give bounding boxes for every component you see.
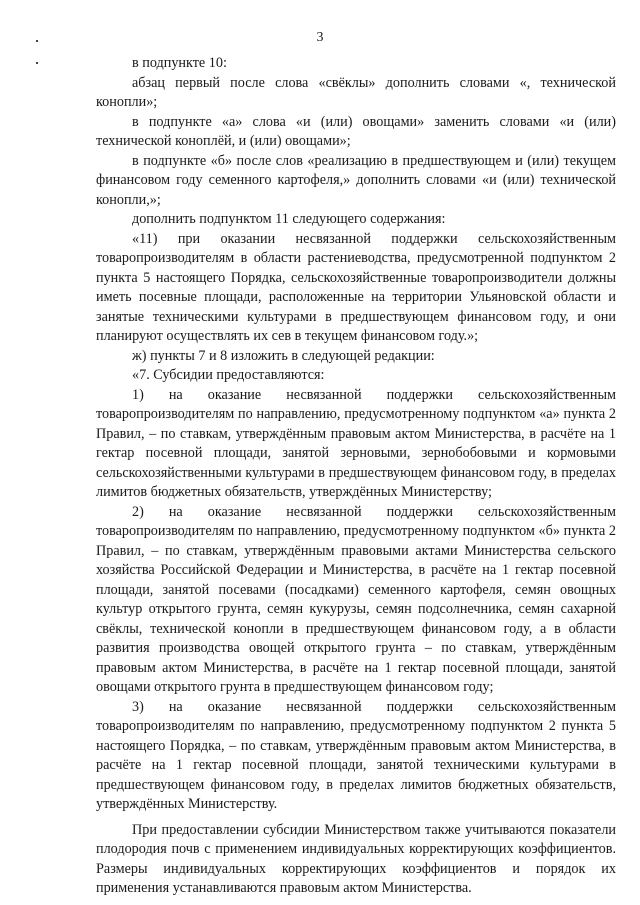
paragraph: в подпункте «б» после слов «реализацию в предшествующем и (или) текущем финансовом году семенного картофеля,» дополнить словами «и (или) технической конопли,»; bbox=[96, 152, 616, 208]
paragraph: «7. Субсидии предоставляются: bbox=[132, 367, 325, 383]
page-number: 3 bbox=[316, 30, 324, 45]
paragraph: в подпункте 10: bbox=[132, 55, 227, 71]
paragraph: абзац первый после слова «свёклы» дополнить словами «, технической конопли»; bbox=[96, 74, 616, 110]
paragraph: 3) на оказание несвязанной поддержки сельскохозяйственным товаропроизводителям по направлению, предусмотренному подпунктом 2 пункта 5 настоящего Порядка, – по ставкам, утверждённым правовым актом Министерства, в расчёте на 1 гектар посевной площади, занятой техническими культурами в предшествующем финансовом году, в пределах лимитов бюджетных обязательств, утверждённых Министерству. bbox=[96, 698, 616, 812]
paragraph: ж) пункты 7 и 8 изложить в следующей редакции: bbox=[132, 347, 435, 364]
scan-speck bbox=[36, 62, 38, 64]
paragraph: 1) на оказание несвязанной поддержки сельскохозяйственным товаропроизводителям по направлению, предусмотренному подпунктом «а» пункта 2 Правил, – по ставкам, утверждённым правовым актом Министерства, в расчёте на 1 гектар посевной площади, занятой зерновыми, зернобобовыми и кормовыми сельскохозяйственными культурами в предшествующем финансовом году, в пределах лимитов бюджетных обязательств, утверждённых Министерству; bbox=[96, 386, 616, 500]
paragraph: «11) при оказании несвязанной поддержки сельскохозяйственным товаропроизводителям в области растениеводства, предусмотренной подпунктом 2 пункта 5 настоящего Порядка, сельскохозяйственные товаропроизводители должны иметь посевные площади, расположенные на территории Ульяновской области и занятые техническими культурами в предшествующем финансовом году, и они планируют осуществлять их сев в текущем финансовом году.»; bbox=[96, 230, 616, 344]
paragraph: 2) на оказание несвязанной поддержки сельскохозяйственным товаропроизводителям по направлению, предусмотренному подпунктом «б» пункта 2 Правил, – по ставкам, утверждённым правовыми актами Министерства сельского хозяйства Российской Федерации и Министерства, в расчёте на 1 гектар посевной площади, занятой посевами (посадками) семенного картофеля, семян овощных культур открытого грунта, семян кукурузы, семян подсолнечника, семян сахарной свёклы, технической конопли в предшествующем финансовом году, а в области развития производства овощей открытого грунта – по ставкам, утверждённым правовым актом Министерства, в расчёте на 1 гектар посевной площади, занятой овощами открытого грунта в предшествующем финансовом году; bbox=[96, 503, 616, 695]
paragraph: При предоставлении субсидии Министерством также учитываются показатели плодородия почв с применением индивидуальных корректирующих коэффициентов. Размеры индивидуальных корректирующих коэффициентов и порядок их применения устанавливаются правовым актом Министерства. bbox=[96, 821, 616, 896]
document-body bbox=[96, 54, 616, 899]
paragraph: в подпункте «а» слова «и (или) овощами» заменить словами «и (или) технической коноплёй, и (или) овощами»; bbox=[96, 113, 616, 149]
paragraph: дополнить подпунктом 11 следующего содержания: bbox=[132, 211, 446, 227]
